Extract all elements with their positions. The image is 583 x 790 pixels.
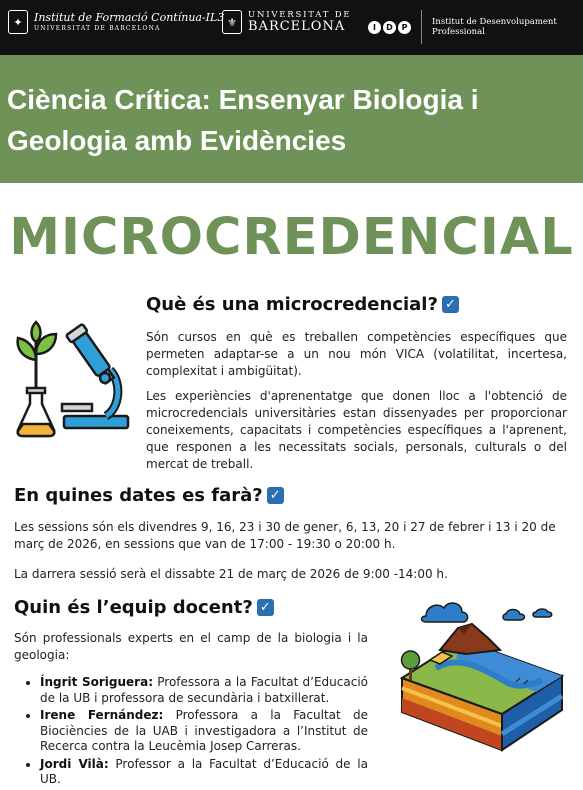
ub-line1: UNIVERSITAT DE bbox=[248, 10, 352, 20]
ub-logo bbox=[222, 10, 351, 34]
section-team-heading-text: Quin és l’equip docent? bbox=[14, 597, 253, 618]
idp-divider bbox=[421, 10, 422, 44]
il3-logo bbox=[8, 10, 224, 34]
team-member-name: Jordi Vilà: bbox=[40, 756, 109, 771]
ub-seal-icon: ⚜ bbox=[222, 10, 242, 34]
idp-mark bbox=[368, 21, 411, 34]
team-member bbox=[40, 757, 368, 788]
check-icon: ✓ bbox=[267, 487, 284, 504]
idp-letter-i: I bbox=[368, 21, 381, 34]
team-list bbox=[20, 675, 368, 790]
section-dates-paragraph-2: La darrera sessió serà el dissabte 21 de març de 2026 de 9:00 -14:00 h. bbox=[14, 567, 448, 581]
idp-line2: Professional bbox=[432, 27, 485, 37]
section-what-heading bbox=[146, 293, 459, 317]
team-member-name: Íngrit Soriguera: bbox=[40, 675, 153, 689]
idp-letter-d: D bbox=[383, 21, 396, 34]
team-member bbox=[40, 675, 368, 706]
check-icon: ✓ bbox=[257, 599, 274, 616]
section-what-heading-text: Què és una microcredencial? bbox=[146, 294, 438, 315]
section-team-intro: Són professionals experts en el camp de la biologia i la geologia: bbox=[14, 631, 368, 662]
idp-letter-p: P bbox=[398, 21, 411, 34]
team-member-desc: Professora a la Facultat de Biociències de la UAB i investigadora a l’Institut de Recerca contra la Leucèmia Josep Carreras. bbox=[40, 708, 368, 753]
team-member bbox=[40, 708, 368, 755]
microcredencial-heading: MICROCREDENCIAL bbox=[9, 208, 574, 267]
section-dates-heading bbox=[14, 484, 284, 508]
team-member-desc: Professor a la Facultat d’Educació de la UB. bbox=[40, 756, 368, 786]
idp-logo bbox=[368, 10, 557, 44]
section-team-heading bbox=[14, 596, 274, 620]
team-member-name: Irene Fernández: bbox=[40, 708, 164, 722]
il3-emblem-icon: ✦ bbox=[8, 10, 28, 34]
il3-university: UNIVERSITAT DE BARCELONA bbox=[34, 24, 161, 32]
section-dates-paragraph-1: Les sessions són els divendres 9, 16, 23 i 30 de gener, 6, 13, 20 i 27 de febrer i 13 i 20 de març de 2026, en sessions que van de 17:00 - 19:30 o 20:00 h. bbox=[14, 520, 556, 551]
il3-name: Institut de Formació Contínua-IL3 bbox=[34, 10, 225, 24]
team-member-desc: Professora a la Facultat d’Educació de la UB i professora de secundària i batxillerat. bbox=[40, 675, 369, 705]
plant-flask-microscope-icon bbox=[10, 320, 132, 442]
section-what-paragraph-2: Les experiències d'aprenentatge que donen lloc a l'obtenció de microcredencials universitàries estan dissenyades per proporcionar coneixements, capacitats i competències específiques a l'aprenent, que responen a les necessitats socials, personals, culturals o del mercat de treball. bbox=[146, 389, 567, 471]
check-icon: ✓ bbox=[442, 296, 459, 313]
geology-block-icon bbox=[396, 594, 568, 754]
title-banner bbox=[0, 55, 583, 183]
course-title: Ciència Crítica: Ensenyar Biologia i Geologia amb Evidències bbox=[7, 84, 479, 156]
section-dates-heading-text: En quines dates es farà? bbox=[14, 485, 263, 506]
idp-line1: Institut de Desenvolupament bbox=[432, 17, 557, 27]
top-bar bbox=[0, 0, 583, 55]
ub-line2: BARCELONA bbox=[248, 19, 346, 34]
section-what-paragraph-1: Són cursos en què es treballen competències específiques que permeten adaptar-se a un nou món VICA (volatilitat, incertesa, complexitat i ambigüitat). bbox=[146, 330, 567, 378]
